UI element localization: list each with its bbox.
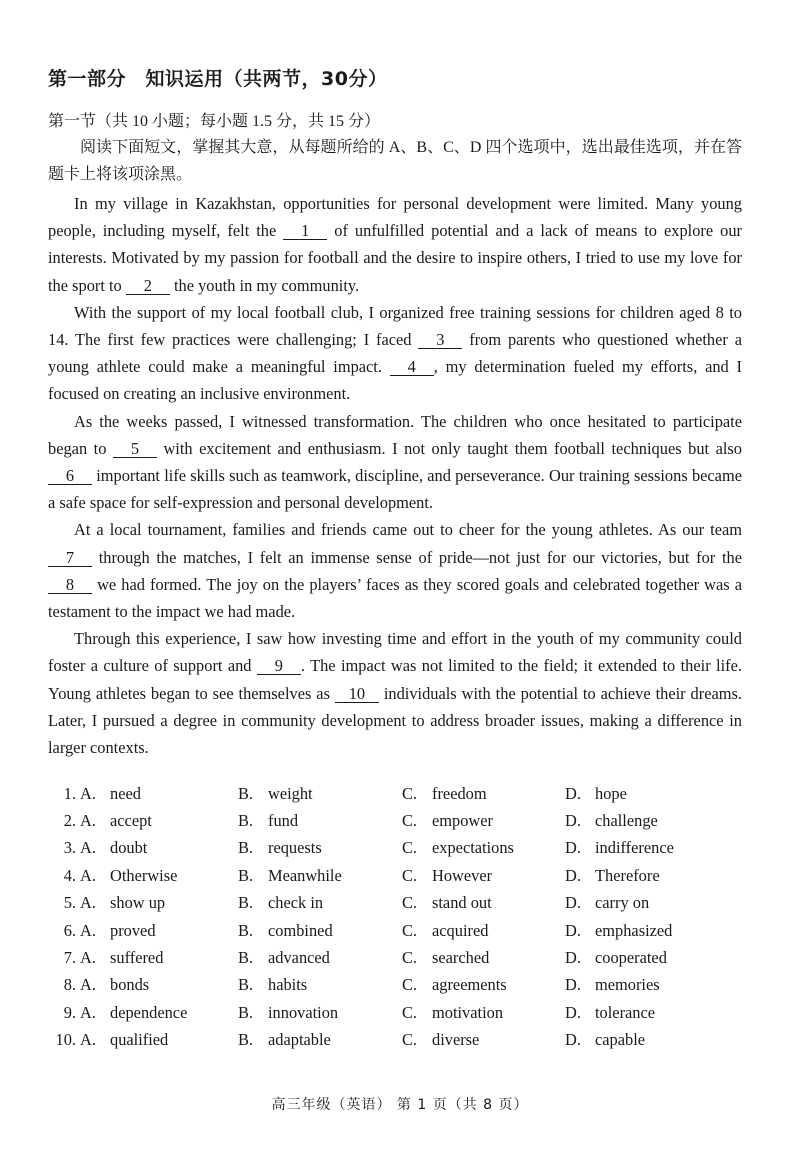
option-letter: B.: [238, 1002, 254, 1022]
option-b: [238, 1030, 402, 1050]
option-text: need: [110, 783, 141, 803]
option-letter: D.: [565, 948, 581, 968]
question-number: 7.: [63, 948, 76, 968]
passage-text: the youth in my community.: [169, 275, 360, 295]
option-c: [402, 838, 565, 858]
option-letter: A.: [80, 920, 96, 940]
question-number: 2.: [63, 811, 76, 831]
blank-8: 8: [48, 576, 92, 594]
question-row: [48, 1027, 748, 1054]
blank-10: 10: [335, 685, 379, 703]
option-letter: B.: [238, 975, 254, 995]
blank-3: 3: [418, 331, 462, 349]
option-text: tolerance: [595, 1002, 656, 1022]
option-letter: C.: [402, 811, 418, 831]
option-letter: A.: [80, 1030, 96, 1050]
blank-4: 4: [390, 358, 434, 376]
option-letter: D.: [565, 920, 581, 940]
option-letter: D.: [565, 975, 581, 995]
option-b: [238, 975, 402, 995]
option-text: dependence: [110, 1002, 188, 1022]
question-number: 5.: [63, 893, 76, 913]
question-number: 9.: [63, 1002, 76, 1022]
option-c: [402, 866, 565, 886]
blank-5: 5: [113, 440, 157, 458]
question-number: 8.: [63, 975, 76, 995]
option-c: [402, 784, 565, 804]
option-text: However: [432, 865, 493, 885]
option-text: accept: [110, 811, 152, 831]
option-letter: B.: [238, 865, 254, 885]
option-a: [80, 811, 238, 831]
option-d: [565, 838, 725, 858]
question-number: 6.: [63, 920, 76, 940]
question-row: [48, 890, 748, 917]
option-letter: D.: [565, 811, 581, 831]
question-row: [48, 835, 748, 862]
page-footer: 高三年级（英语） 第 1 页（共 8 页）: [271, 1097, 529, 1113]
section-title: 第一节（共 10 小题；每小题 1.5 分，共 15 分）: [48, 113, 381, 130]
option-text: show up: [110, 893, 166, 913]
option-letter: A.: [80, 783, 96, 803]
option-text: doubt: [110, 838, 148, 858]
option-letter: B.: [238, 893, 254, 913]
option-text: motivation: [432, 1002, 504, 1022]
passage-text: individuals with the potential to achieve their dreams. Later, I pursued a degree in community development to address broader issues, making a difference in larger contexts.: [48, 683, 742, 758]
option-text: capable: [595, 1030, 646, 1050]
option-c: [402, 975, 565, 995]
option-text: suffered: [110, 948, 164, 968]
option-text: adaptable: [268, 1030, 331, 1050]
option-letter: C.: [402, 865, 418, 885]
blank-2: 2: [126, 277, 170, 295]
option-letter: C.: [402, 1002, 418, 1022]
option-text: diverse: [432, 1030, 480, 1050]
passage-text: At a local tournament, families and friends came out to cheer for the young athletes. As our team: [74, 520, 742, 540]
passage-text: we had formed. The joy on the players’ faces as they scored goals and celebrated together was a testament to the impact we had made.: [48, 574, 742, 622]
option-letter: B.: [238, 783, 254, 803]
option-b: [238, 784, 402, 804]
passage-paragraph: [48, 516, 742, 625]
blank-1: 1: [283, 222, 327, 240]
passage-text: with excitement and enthusiasm. I not only taught them football techniques but also: [156, 438, 742, 458]
option-a: [80, 1003, 238, 1023]
cloze-passage: [48, 190, 742, 761]
question-row: [48, 807, 748, 834]
question-number: 10.: [55, 1030, 76, 1050]
option-b: [238, 948, 402, 968]
option-d: [565, 948, 725, 968]
option-text: qualified: [110, 1030, 169, 1050]
option-c: [402, 921, 565, 941]
option-text: habits: [268, 975, 308, 995]
option-text: advanced: [268, 948, 330, 968]
option-letter: B.: [238, 948, 254, 968]
question-row: [48, 972, 748, 999]
option-d: [565, 921, 725, 941]
option-text: cooperated: [595, 948, 667, 968]
option-text: check in: [268, 893, 324, 913]
passage-text: from parents who questioned whether a young athlete could make a meaningful impact.: [48, 330, 742, 377]
option-text: expectations: [432, 838, 514, 858]
passage-text: through the matches, I felt an immense sense of pride—not just for our victories, but for the: [92, 547, 742, 567]
option-a: [80, 975, 238, 995]
option-text: Therefore: [595, 865, 660, 885]
option-d: [565, 811, 725, 831]
option-d: [565, 1003, 725, 1023]
option-letter: D.: [565, 783, 581, 803]
passage-paragraph: [48, 299, 742, 408]
option-b: [238, 811, 402, 831]
option-letter: D.: [565, 1030, 581, 1050]
option-text: bonds: [110, 975, 150, 995]
blank-7: 7: [48, 549, 92, 567]
option-text: stand out: [432, 893, 492, 913]
option-b: [238, 893, 402, 913]
option-letter: B.: [238, 811, 254, 831]
option-letter: B.: [238, 838, 254, 858]
option-letter: A.: [80, 893, 96, 913]
option-letter: C.: [402, 893, 418, 913]
option-letter: D.: [565, 1002, 581, 1022]
option-d: [565, 893, 725, 913]
option-letter: A.: [80, 948, 96, 968]
option-text: carry on: [595, 893, 650, 913]
option-a: [80, 1030, 238, 1050]
question-number: 4.: [63, 865, 76, 885]
option-c: [402, 893, 565, 913]
option-b: [238, 838, 402, 858]
passage-text: With the support of my local football club, I organized free training sessions for children aged 8 to 14. The first few practices were challenging; I faced: [48, 302, 742, 350]
option-letter: C.: [402, 783, 418, 803]
answer-options-list: [48, 780, 748, 1054]
option-d: [565, 866, 725, 886]
question-row: [48, 862, 748, 889]
option-text: acquired: [432, 920, 489, 940]
question-row: [48, 999, 748, 1026]
option-a: [80, 948, 238, 968]
blank-6: 6: [48, 467, 92, 485]
part-title: 第一部分 知识运用（共两节，30分）: [48, 68, 388, 90]
option-d: [565, 975, 725, 995]
question-row: [48, 944, 748, 971]
option-text: memories: [595, 975, 660, 995]
option-c: [402, 1003, 565, 1023]
option-letter: C.: [402, 838, 418, 858]
option-letter: D.: [565, 893, 581, 913]
passage-text: , my determination fueled my efforts, and I focused on creating an inclusive environment.: [48, 357, 743, 404]
passage-paragraph: [48, 190, 742, 299]
option-text: innovation: [268, 1002, 339, 1022]
passage-paragraph: [48, 408, 742, 517]
option-letter: C.: [402, 920, 418, 940]
option-text: freedom: [432, 783, 487, 803]
option-c: [402, 811, 565, 831]
passage-text: In my village in Kazakhstan, opportunities for personal development were limited. Many young people, including myself, felt the: [48, 194, 742, 241]
instructions: 阅读下面短文，掌握其大意，从每题所给的 A、B、C、D 四个选项中，选出最佳选项，并在答题卡上将该项涂黑。: [48, 139, 742, 183]
option-text: fund: [268, 811, 299, 831]
option-b: [238, 1003, 402, 1023]
question-row: [48, 780, 748, 807]
passage-paragraph: [48, 625, 742, 761]
option-text: indifference: [595, 838, 674, 858]
passage-text: important life skills such as teamwork, discipline, and perseverance. Our training sessions became a safe space for self-expression and personal development.: [48, 466, 742, 513]
option-letter: A.: [80, 975, 96, 995]
option-letter: C.: [402, 948, 418, 968]
option-text: Meanwhile: [268, 865, 342, 885]
passage-text: of unfulfilled potential and a lack of means to explore our interests. Motivated by my passion for football and the desire to inspire others, I tried to use my love for the sport to: [48, 221, 742, 295]
option-a: [80, 893, 238, 913]
option-b: [238, 866, 402, 886]
question-number: 3.: [63, 838, 76, 858]
blank-9: 9: [257, 657, 301, 675]
option-text: combined: [268, 920, 333, 940]
option-text: proved: [110, 920, 156, 940]
option-text: empower: [432, 811, 493, 831]
option-letter: A.: [80, 865, 96, 885]
option-a: [80, 784, 238, 804]
option-letter: C.: [402, 975, 418, 995]
option-d: [565, 1030, 725, 1050]
option-a: [80, 921, 238, 941]
passage-text: As the weeks passed, I witnessed transformation. The children who once hesitated to participate began to: [48, 411, 742, 458]
option-text: Otherwise: [110, 865, 178, 885]
option-text: agreements: [432, 975, 507, 995]
passage-text: . The impact was not limited to the field; it extended to their life. Young athletes began to see themselves as: [48, 656, 742, 703]
option-a: [80, 866, 238, 886]
option-text: searched: [432, 948, 490, 968]
option-a: [80, 838, 238, 858]
option-text: weight: [268, 783, 313, 803]
option-letter: A.: [80, 838, 96, 858]
option-letter: A.: [80, 1002, 96, 1022]
passage-text: Through this experience, I saw how investing time and effort in the youth of my community could foster a culture of support and: [48, 629, 742, 676]
option-text: hope: [595, 783, 627, 803]
option-text: emphasized: [595, 920, 673, 940]
option-letter: D.: [565, 865, 581, 885]
option-letter: B.: [238, 1030, 254, 1050]
question-row: [48, 917, 748, 944]
option-text: challenge: [595, 811, 658, 831]
option-letter: A.: [80, 811, 96, 831]
option-letter: D.: [565, 838, 581, 858]
option-b: [238, 921, 402, 941]
option-c: [402, 948, 565, 968]
option-letter: C.: [402, 1030, 418, 1050]
question-number: 1.: [63, 783, 76, 803]
option-text: requests: [268, 838, 322, 858]
option-c: [402, 1030, 565, 1050]
option-d: [565, 784, 725, 804]
option-letter: B.: [238, 920, 254, 940]
